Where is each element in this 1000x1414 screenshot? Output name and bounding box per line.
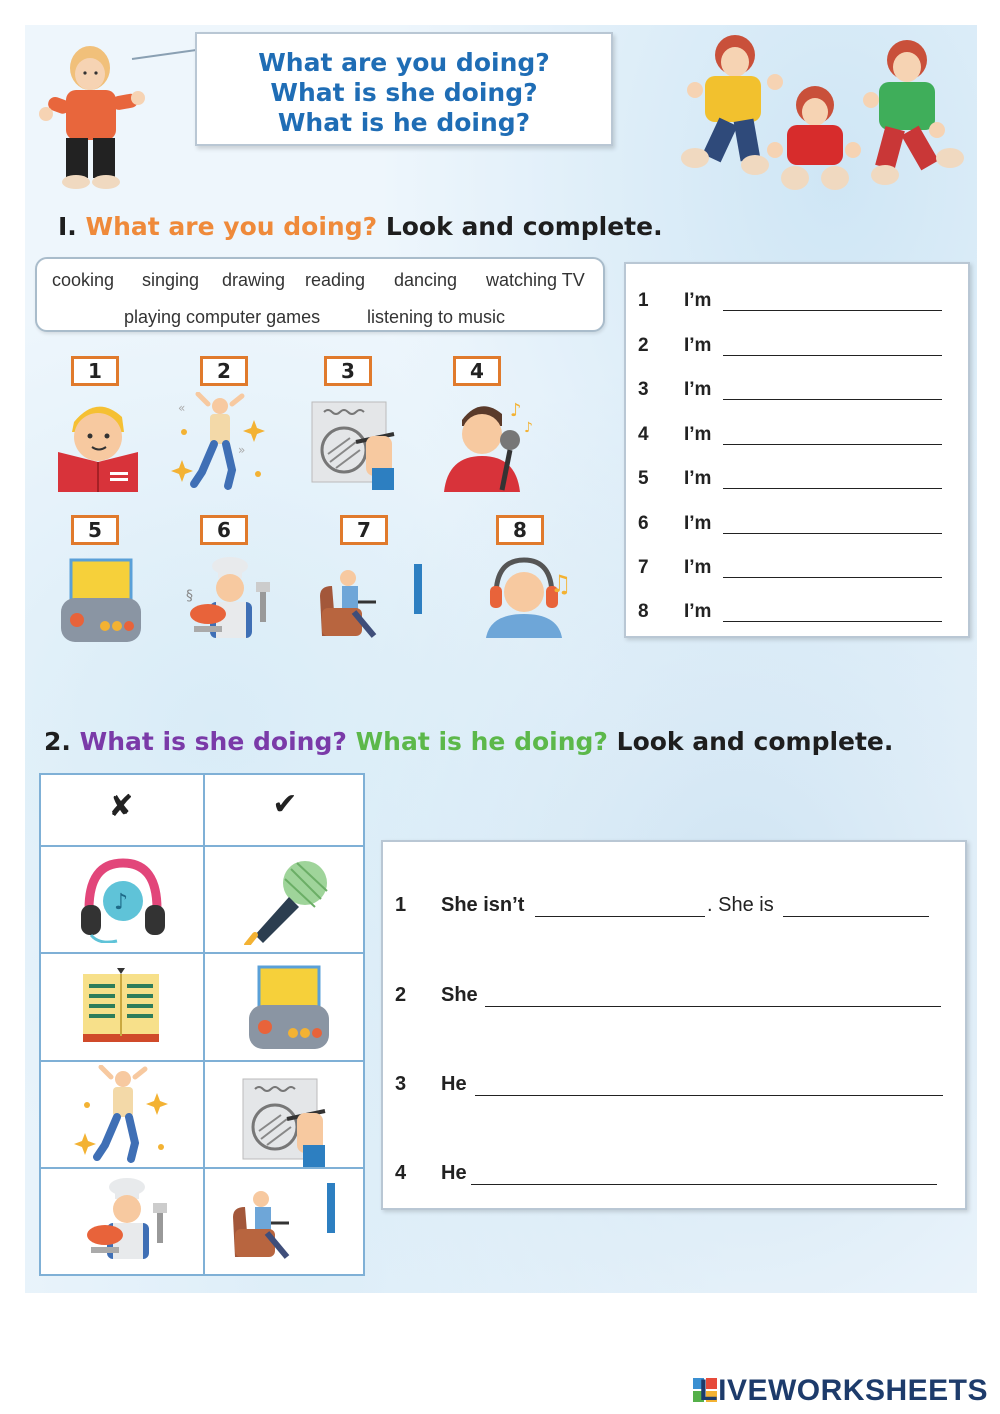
section2-question-he: What is he doing?: [355, 727, 608, 756]
table-divider: [41, 845, 363, 847]
reading-boy-icon: [52, 392, 142, 492]
dolls-group-image: [675, 30, 970, 195]
dancing-man-icon: [170, 392, 270, 492]
microphone-icon: [241, 857, 333, 945]
word-item: reading: [305, 270, 366, 290]
section2-heading: [44, 727, 893, 756]
answer-number: 8: [638, 601, 649, 622]
sentence-blank[interactable]: [475, 1095, 943, 1096]
picture-number: 8: [496, 515, 544, 545]
cooking-chef-icon: [77, 1177, 173, 1263]
svg-text:♫: ♫: [550, 570, 572, 598]
section1-heading: [58, 212, 663, 241]
word-item: dancing: [394, 270, 458, 290]
answer-row: [626, 545, 968, 585]
answer-blank[interactable]: [723, 621, 942, 622]
sentence-number: 4: [395, 1162, 407, 1184]
answer-number: 4: [638, 424, 649, 445]
answer-prefix: I’m: [684, 424, 712, 445]
sentence-row: [383, 884, 965, 924]
section1-number: I.: [58, 212, 77, 241]
title-line-2: What is she doing?: [270, 78, 538, 107]
answer-blank[interactable]: [723, 444, 942, 445]
picture-number: 6: [200, 515, 248, 545]
answer-number: 5: [638, 468, 649, 489]
word-item: watching TV: [486, 270, 585, 290]
svg-text:♪: ♪: [510, 400, 522, 421]
answer-blank[interactable]: [723, 355, 942, 356]
activity-table: [39, 773, 365, 1276]
answer-prefix: I’m: [684, 468, 712, 489]
book-icon: [81, 968, 161, 1046]
section2-number: 2.: [44, 727, 71, 756]
dancing-man-icon: [73, 1065, 173, 1165]
sentence-row: [383, 1063, 965, 1103]
watching-tv-icon: [318, 556, 430, 642]
answer-number: 7: [638, 557, 649, 578]
answer-blank[interactable]: [723, 399, 942, 400]
headphones-icon: [79, 857, 167, 943]
answer-row: [626, 589, 968, 629]
watching-tv-icon: [231, 1177, 343, 1263]
picture-number: 4: [453, 356, 501, 386]
svg-text:♪: ♪: [114, 890, 129, 915]
sentence-blank[interactable]: [535, 916, 705, 917]
picture-number: 5: [71, 515, 119, 545]
section1-instruction: Look and complete.: [385, 212, 663, 241]
answer-row: [626, 501, 968, 541]
drawing-icon: [241, 1075, 333, 1169]
sentence-row: [383, 974, 965, 1014]
answer-number: 3: [638, 379, 649, 400]
table-divider: [203, 775, 205, 1274]
sentence-blank[interactable]: [471, 1184, 937, 1185]
game-console-icon: [245, 965, 333, 1055]
word-item: playing computer games: [124, 307, 321, 327]
cross-header: ✘: [108, 789, 134, 824]
section1-question: What are you doing?: [85, 212, 378, 241]
answer-blank[interactable]: [723, 577, 942, 578]
answer-row: [626, 367, 968, 407]
table-divider: [41, 1060, 363, 1062]
check-header: ✔: [272, 787, 298, 822]
sentence-start: She: [441, 984, 478, 1006]
title-box: [195, 32, 613, 146]
answer-prefix: I’m: [684, 513, 712, 534]
answer-prefix: I’m: [684, 335, 712, 356]
headphones-music-icon: [482, 552, 572, 638]
cooking-chef-icon: [180, 556, 276, 642]
table-divider: [41, 952, 363, 954]
picture-number: 2: [200, 356, 248, 386]
answer-blank[interactable]: [723, 533, 942, 534]
word-item: drawing: [222, 270, 286, 290]
title-line-1: What are you doing?: [258, 48, 550, 77]
word-item: singing: [142, 270, 200, 290]
sentence-number: 2: [395, 984, 407, 1006]
answer-row: [626, 278, 968, 318]
answer-prefix: I’m: [684, 379, 712, 400]
answer-row: [626, 323, 968, 363]
svg-text:§: §: [186, 588, 193, 604]
sentence-blank[interactable]: [783, 916, 929, 917]
picture-number: 1: [71, 356, 119, 386]
answer-prefix: I’m: [684, 290, 712, 311]
answer-prefix: I’m: [684, 557, 712, 578]
word-item: cooking: [52, 270, 115, 290]
singing-icon: [440, 396, 540, 492]
sentence-start: He: [441, 1073, 467, 1095]
word-item: listening to music: [367, 307, 506, 327]
sentence-number: 1: [395, 894, 407, 916]
drawing-icon: [310, 398, 402, 492]
svg-text:♪: ♪: [524, 420, 533, 436]
svg-text:»: »: [238, 443, 246, 457]
answer-number: 6: [638, 513, 649, 534]
section2-question-she: What is she doing?: [79, 727, 347, 756]
answer-panel-1: [624, 262, 970, 638]
answer-blank[interactable]: [723, 488, 942, 489]
sentence-row: [383, 1152, 965, 1192]
game-console-icon: [57, 558, 145, 648]
picture-number: 3: [324, 356, 372, 386]
word-bank: [35, 257, 605, 332]
sentence-start: She isn’t: [441, 894, 525, 916]
liveworksheets-brand[interactable]: LIVEWORKSHEETS: [699, 1374, 988, 1407]
sentence-start: He: [441, 1162, 467, 1184]
sentence-panel: [381, 840, 967, 1210]
sentence-blank[interactable]: [485, 1006, 941, 1007]
picture-number: 7: [340, 515, 388, 545]
title-line-3: What is he doing?: [277, 108, 531, 137]
section2-instruction: Look and complete.: [616, 727, 894, 756]
svg-text:«: «: [178, 401, 186, 415]
answer-prefix: I’m: [684, 601, 712, 622]
sentence-number: 3: [395, 1073, 407, 1095]
doll-boy-image: [38, 40, 148, 195]
answer-row: [626, 456, 968, 496]
answer-row: [626, 412, 968, 452]
answer-number: 1: [638, 290, 649, 311]
answer-blank[interactable]: [723, 310, 942, 311]
sentence-middle: . She is: [707, 894, 774, 916]
answer-number: 2: [638, 335, 649, 356]
